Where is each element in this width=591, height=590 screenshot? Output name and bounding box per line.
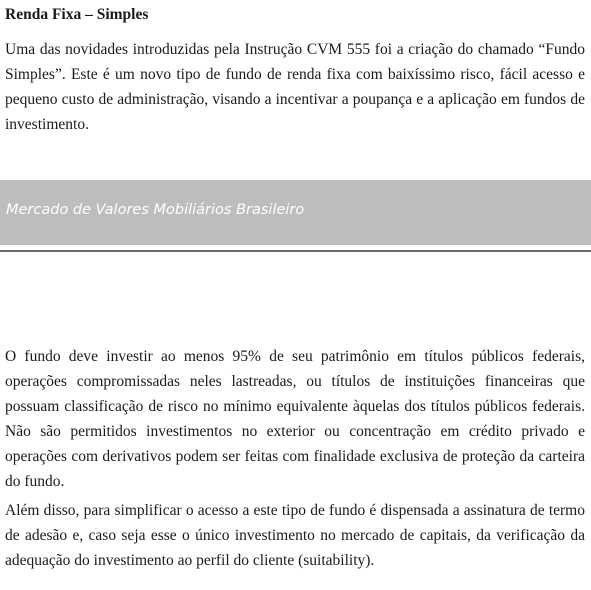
body-paragraph-2: Além disso, para simplificar o acesso a este tipo de fundo é dispensada a assinatura de termo de adesão e, caso seja esse o único investimento no mercado de capitais, da verificação da adequação do investimento ao perfil do cliente (suitability). <box>5 502 585 569</box>
body-paragraph-1: O fundo deve investir ao menos 95% de seu patrimônio em títulos públicos federais, operações compromissadas neles lastreadas, ou títulos de instituições financeiras que possuam classificação de risco no mínimo equivalente àquelas dos títulos públicos federais. Não são permitidos investimentos no exterior ou concentração em crédito privado e operações com derivativos podem ser feitas com finalidade exclusiva de proteção da carteira do fundo. <box>5 348 585 490</box>
banner-title: Mercado de Valores Mobiliários Brasileiro <box>6 202 305 218</box>
chapter-banner <box>0 180 591 245</box>
banner-divider <box>0 250 591 252</box>
section-heading: Renda Fixa – Simples <box>5 6 149 23</box>
intro-paragraph: Uma das novidades introduzidas pela Instrução CVM 555 foi a criação do chamado “Fundo Simples”. Este é um novo tipo de fundo de renda fixa com baixíssimo risco, fácil acesso e pequeno custo de administração, visando a incentivar a poupança e a aplicação em fundos de investimento. <box>5 41 585 133</box>
